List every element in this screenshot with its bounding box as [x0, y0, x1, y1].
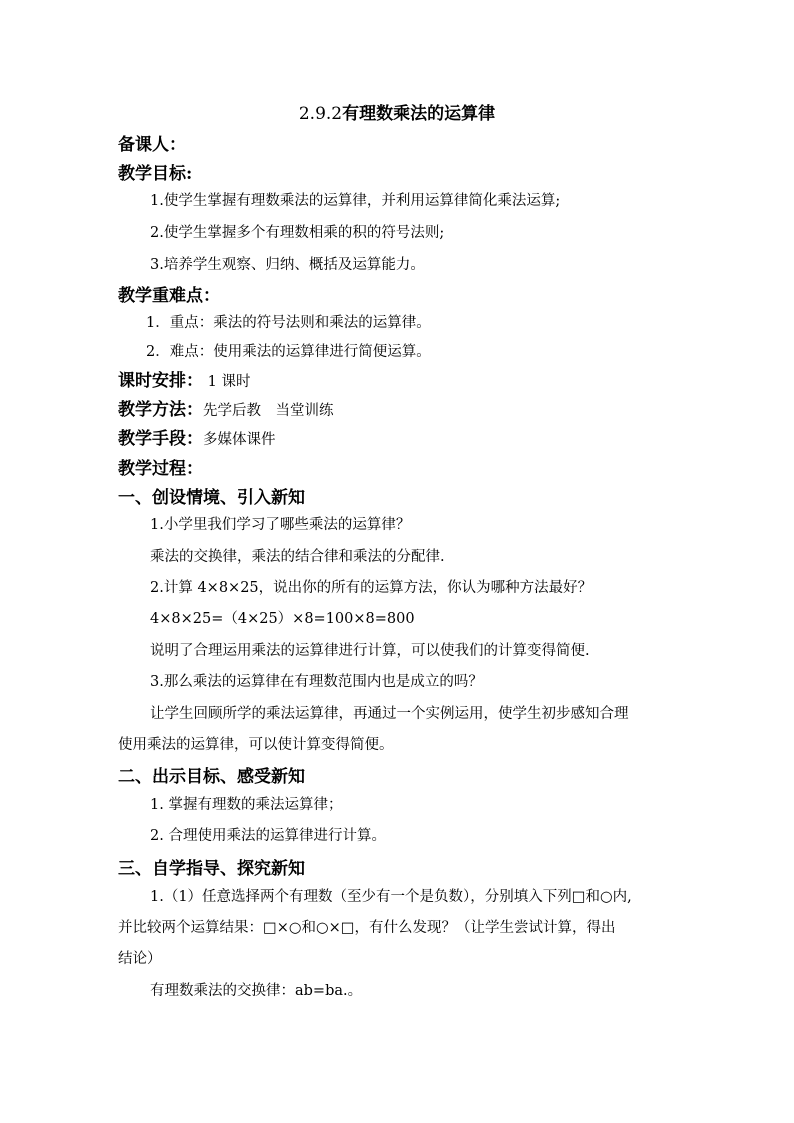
section-1-line: 说明了合理运用乘法的运算律进行计算，可以使我们的计算变得简便.: [150, 643, 590, 659]
teaching-method-row: [118, 399, 683, 422]
class-hours-row: [118, 370, 683, 393]
title-text: 有理数乘法的运算律: [342, 104, 496, 124]
teaching-means-label: 教学手段：: [118, 429, 203, 449]
section-3-line: 1.（1）任意选择两个有理数（至少有一个是负数），分别填入下列□和○内,: [150, 889, 632, 905]
section-2-line: 1. 掌握有理数的乘法运算律；: [150, 797, 343, 813]
section-1-line: 2.计算 4×8×25，说出你的所有的运算方法，你认为哪种方法最好？: [150, 580, 593, 596]
teaching-means-value: 多媒体课件: [203, 432, 276, 448]
section-1-line: 让学生回顾所学的乘法运算律，再通过一个实例运用，使学生初步感知合理: [150, 706, 629, 722]
section-1-heading: 一、创设情境、引入新知: [118, 488, 305, 508]
section-1-line: 3.那么乘法的运算律在有理数范围内也是成立的吗？: [150, 674, 483, 690]
teaching-method-label: 教学方法：: [118, 400, 203, 420]
preparer-label: 备课人：: [118, 135, 186, 155]
class-hours-label: 课时安排：: [118, 371, 203, 391]
teaching-means-row: [118, 428, 683, 451]
section-1-line: 1.小学里我们学习了哪些乘法的运算律？: [150, 517, 411, 533]
goal-item: 1.使学生掌握有理数乘法的运算律，并利用运算律简化乘法运算;: [150, 193, 561, 209]
process-heading: 教学过程：: [118, 459, 203, 479]
section-3-line: 并比较两个运算结果：□×○和○×□，有什么发现？（让学生尝试计算，得出: [118, 920, 616, 936]
section-3-line: 结论）: [118, 951, 162, 967]
key-points-heading: 教学重难点：: [118, 286, 220, 306]
section-3-heading: 三、自学指导、探究新知: [118, 859, 305, 879]
goal-item: 3.培养学生观察、归纳、概括及运算能力。: [150, 257, 425, 273]
goals-heading: 教学目标:: [118, 164, 193, 184]
class-hours-value: 1 课时: [207, 374, 251, 390]
key-point-item: 2．难点：使用乘法的运算律进行简便运算。: [146, 344, 431, 360]
section-1-line: 乘法的交换律，乘法的结合律和乘法的分配律.: [150, 549, 445, 565]
section-1-line: 使用乘法的运算律，可以使计算变得简便。: [118, 737, 394, 753]
section-3-line: 有理数乘法的交换律：ab=ba.。: [150, 983, 363, 999]
key-point-item: 1．重点：乘法的符号法则和乘法的运算律。: [146, 315, 431, 331]
goal-item: 2.使学生掌握多个有理数相乘的积的符号法则;: [150, 225, 445, 241]
section-2-line: 2. 合理使用乘法的运算律进行计算。: [150, 828, 386, 844]
section-1-line: 4×8×25=（4×25）×8=100×8=800: [150, 611, 415, 627]
title-number: 2.9.2: [298, 104, 343, 124]
section-2-heading: 二、出示目标、感受新知: [118, 767, 305, 787]
document-title: [0, 102, 794, 126]
teaching-method-value: 先学后教 当堂训练: [203, 403, 334, 419]
